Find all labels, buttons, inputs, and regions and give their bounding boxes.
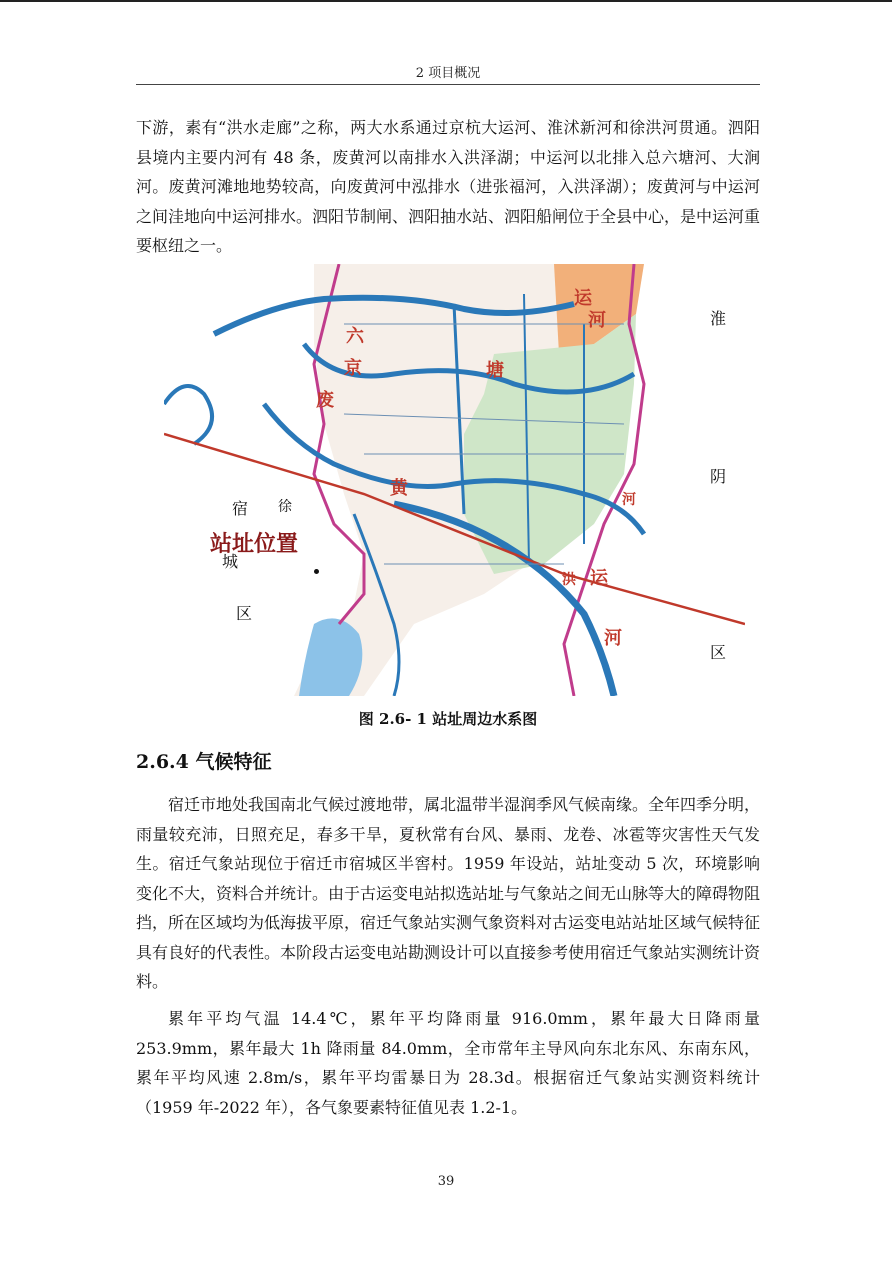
- right-region-char-1: 淮: [710, 309, 727, 328]
- map-red-label: 河: [622, 492, 636, 508]
- body-paragraph-3: 累年平均气温 14.4℃，累年平均降雨量 916.0mm，累年最大日降雨量 253.9mm，累年最大 1h 降雨量 84.0mm，全市常年主导风向东北东风、东南东风，累年平均风速 2.8m/s，累年平均雷暴日为 28.3d。根据宿迁气象站实测资料统计（1959 年-2022 年），各气象要素特征值见表 1.2-1。: [136, 1009, 760, 1117]
- page-number: 39: [437, 1174, 455, 1189]
- map-red-label: 京: [344, 358, 362, 379]
- map-red-label: 废: [316, 390, 334, 411]
- map-label-xu: 徐: [278, 499, 292, 515]
- right-region-char-2: 阴: [710, 467, 727, 486]
- map-red-label: 塘: [486, 360, 504, 381]
- left-region-char-2: 城: [222, 552, 239, 571]
- running-header: 2 项目概况: [415, 66, 481, 81]
- top-rule: [0, 0, 892, 2]
- left-region-char-3: 区: [236, 604, 253, 623]
- header-rule: [136, 84, 760, 85]
- section-heading: 2.6.4 气候特征: [136, 751, 272, 773]
- site-location-label: 站址位置: [210, 532, 299, 557]
- map-red-label: 运: [574, 288, 592, 309]
- right-region-char-3: 区: [710, 643, 727, 662]
- left-region-char-1: 宿: [232, 499, 249, 518]
- map-red-label: 六: [346, 326, 364, 347]
- map-red-label: 河: [588, 310, 606, 331]
- map-red-label: 洪: [562, 572, 576, 588]
- figure-caption: 图 2.6- 1 站址周边水系图: [358, 710, 538, 728]
- body-paragraph-2: 宿迁市地处我国南北气候过渡地带，属北温带半湿润季风气候南缘。全年四季分明，雨量较充沛，日照充足，春多干旱，夏秋常有台风、暴雨、龙卷、冰雹等灾害性天气发生。宿迁气象站现位于宿迁市宿城区半窖村。1959 年设站，站址变动 5 次，环境影响变化不大，资料合并统计。由于古运变电站拟选站址与气象站之间无山脉等大的障碍物阻挡，所在区域均为低海拔平原，宿迁气象站实测气象资料对古运变电站站址区域气候特征具有良好的代表性。本阶段古运变电站勘测设计可以直接参考使用宿迁气象站实测统计资料。: [136, 795, 761, 991]
- map-red-label: 运: [590, 568, 608, 589]
- map-red-label: 黄: [390, 478, 408, 499]
- map-red-label: 河: [604, 628, 622, 649]
- site-marker-dot: [314, 569, 319, 574]
- body-paragraph-1: 下游，素有“洪水走廊”之称，两大水系通过京杭大运河、淮沭新河和徐洪河贯通。泗阳县境内主要内河有 48 条，废黄河以南排水入洪泽湖；中运河以北排入总六塘河、大涧河。废黄河滩地地势较高，向废黄河中泓排水（进张福河，入洪泽湖）；废黄河与中运河之间洼地向中运河排水。泗阳节制闸、泗阳抽水站、泗阳船闸位于全县中心，是中运河重要枢纽之一。: [136, 118, 761, 255]
- water-system-map: [164, 264, 745, 696]
